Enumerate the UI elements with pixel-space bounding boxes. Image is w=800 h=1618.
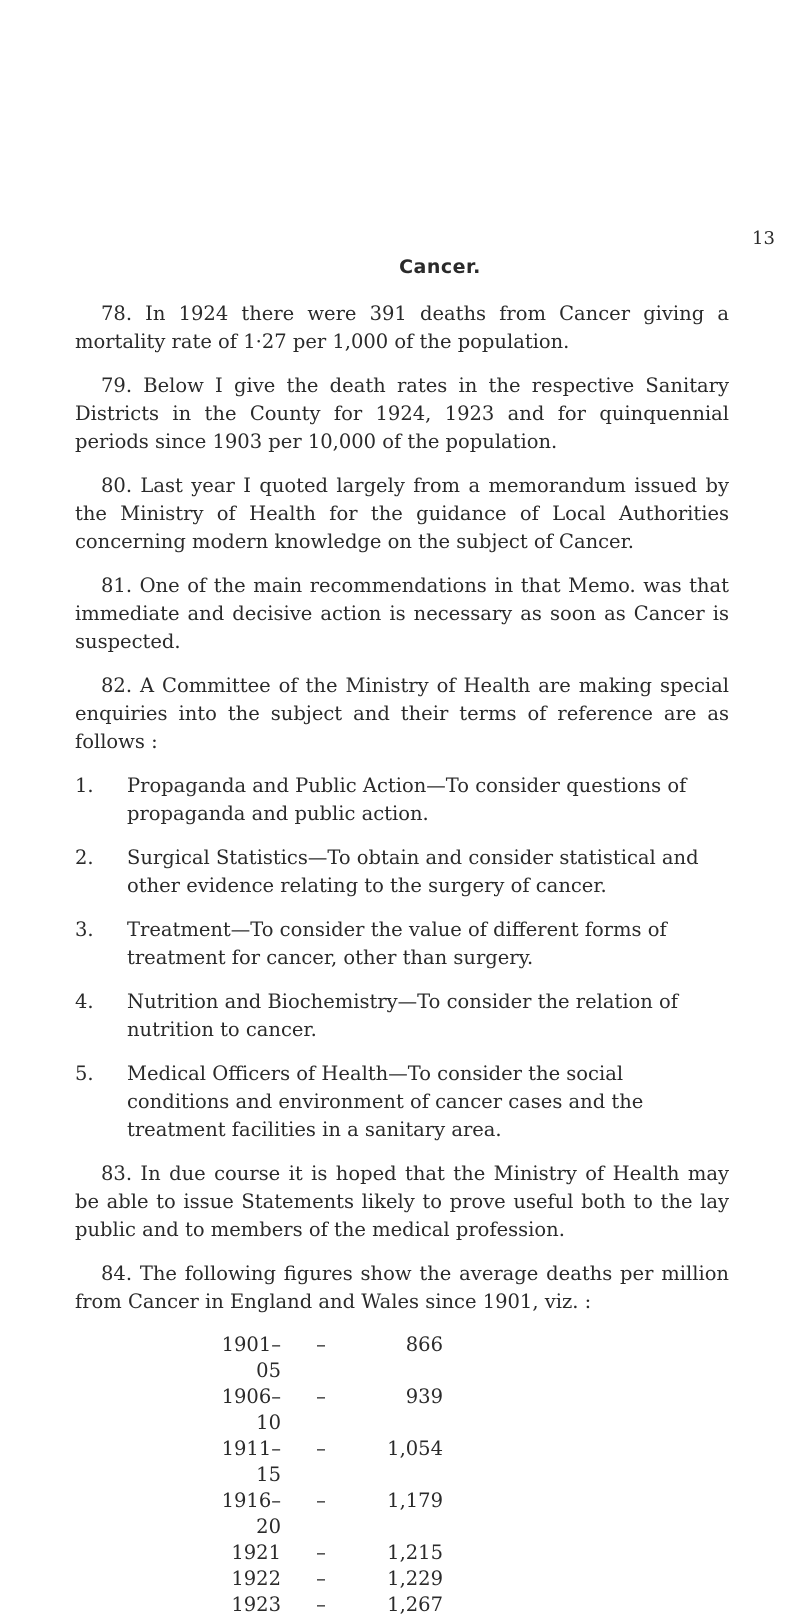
paragraph-80: 80. Last year I quoted largely from a memorandum issued by the Ministry of Health for the guidance of Local Authorities concerning modern knowledge on the subject of Cancer. — [75, 474, 729, 553]
paragraph-81: 81. One of the main recommendations in that Memo. was that immediate and decisive action is necessary as soon as Cancer is suspected. — [75, 574, 729, 653]
table-value: 939 — [405, 1385, 443, 1408]
table-period: 1922 — [231, 1567, 281, 1590]
list-item-text: Medical Officers of Health—To consider the social conditions and environment of cancer cases and the treatment facilities in a sanitary area. — [127, 1062, 644, 1141]
list-item-number: 5. — [75, 1062, 94, 1085]
table-value: 1,215 — [387, 1541, 443, 1564]
table-value: 866 — [405, 1333, 443, 1356]
list-item-text: Nutrition and Biochemistry—To consider the relation of nutrition to cancer. — [127, 990, 679, 1041]
table-period: 1906–10 — [221, 1385, 281, 1434]
table-period: 1916–20 — [221, 1489, 281, 1538]
table-value: 1,054 — [387, 1437, 443, 1460]
table-separator: – — [316, 1385, 326, 1408]
table-value: 1,267 — [387, 1593, 443, 1616]
paragraph-83: 83. In due course it is hoped that the Ministry of Health may be able to issue Statements likely to prove useful both to the lay public and to members of the medical profession. — [75, 1162, 729, 1241]
table-separator: – — [316, 1593, 326, 1616]
table-value: 1,179 — [387, 1489, 443, 1512]
list-item — [75, 988, 729, 1044]
paragraph-82: 82. A Committee of the Ministry of Health are making special enquiries into the subject and their terms of reference are as follows : — [75, 674, 729, 753]
table-separator: – — [316, 1489, 326, 1512]
list-item — [75, 916, 729, 972]
table-separator: – — [316, 1541, 326, 1564]
list-item-number: 4. — [75, 990, 94, 1013]
table-period: 1921 — [231, 1541, 281, 1564]
table-period: 1901–05 — [221, 1333, 281, 1382]
table-period: 1923 — [231, 1593, 281, 1616]
list-item-text: Propaganda and Public Action—To consider questions of propaganda and public action. — [127, 774, 687, 825]
list-item — [75, 844, 729, 900]
document-body — [75, 300, 729, 1618]
list-item-text: Surgical Statistics—To obtain and consider statistical and other evidence relating to the surgery of cancer. — [127, 846, 699, 897]
section-title: Cancer. — [399, 256, 481, 278]
list-item — [75, 772, 729, 828]
paragraph-79: 79. Below I give the death rates in the respective Sanitary Districts in the County for 1924, 1923 and for quinquennial periods since 1903 per 10,000 of the population. — [75, 374, 729, 453]
table-period: 1911–15 — [221, 1437, 281, 1486]
table-separator: – — [316, 1437, 326, 1460]
table-separator: – — [316, 1333, 326, 1356]
list-item-number: 2. — [75, 846, 94, 869]
list-item-text: Treatment—To consider the value of different forms of treatment for cancer, other than surgery. — [127, 918, 667, 969]
table-value: 1,229 — [387, 1567, 443, 1590]
list-item-number: 3. — [75, 918, 94, 941]
list-item — [75, 1060, 729, 1144]
table-separator: – — [316, 1567, 326, 1590]
page-number: 13 — [752, 228, 775, 249]
paragraph-78: 78. In 1924 there were 391 deaths from Cancer giving a mortality rate of 1·27 per 1,000 of the population. — [75, 302, 729, 353]
paragraph-84: 84. The following figures show the average deaths per million from Cancer in England and Wales since 1901, viz. : — [75, 1262, 729, 1313]
list-item-number: 1. — [75, 774, 94, 797]
deaths-per-million-table — [199, 1332, 729, 1618]
terms-of-reference-list — [75, 772, 729, 1144]
